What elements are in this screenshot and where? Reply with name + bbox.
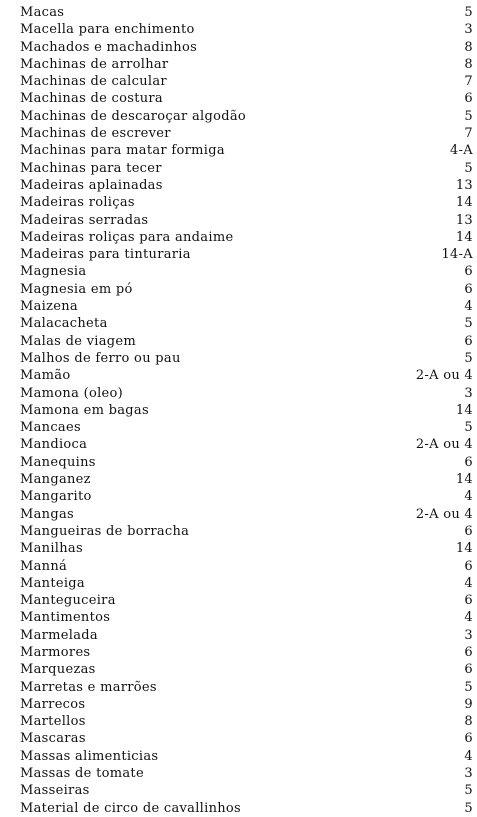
entry-reference: 14 xyxy=(455,402,473,418)
entry-reference: 5 xyxy=(464,160,473,176)
entry-term: Machados e machadinhos xyxy=(20,39,198,55)
index-entry xyxy=(20,333,473,350)
entry-term: Manteiga xyxy=(20,575,85,591)
entry-reference: 5 xyxy=(464,5,473,20)
index-entry xyxy=(20,246,473,263)
index-entry xyxy=(20,4,473,21)
index-entry xyxy=(20,488,473,505)
entry-reference: 5 xyxy=(464,420,473,436)
entry-term: Mandioca xyxy=(20,437,88,453)
entry-term: Magnesia xyxy=(20,264,87,280)
index-entry xyxy=(20,73,473,90)
entry-reference: 8 xyxy=(464,56,473,72)
entry-term: Malas de viagem xyxy=(20,333,137,349)
entry-term: Machinas de arrolhar xyxy=(20,56,169,72)
index-entry xyxy=(20,108,473,125)
entry-term: Madeiras aplainadas xyxy=(20,177,163,193)
entry-term: Madeiras serradas xyxy=(20,212,149,228)
index-entry xyxy=(20,315,473,332)
index-entry xyxy=(20,436,473,453)
index-entry xyxy=(20,419,473,436)
entry-term: Masseiras xyxy=(20,783,90,799)
entry-reference: 5 xyxy=(464,800,473,816)
entry-reference: 8 xyxy=(464,39,473,55)
index-entry xyxy=(20,540,473,557)
index-entry xyxy=(20,523,473,540)
entry-reference: 14 xyxy=(455,195,473,211)
entry-term: Macella para enchimento xyxy=(20,22,195,38)
entry-reference: 14 xyxy=(455,472,473,488)
entry-term: Magnesia em pó xyxy=(20,281,133,297)
entry-reference: 3 xyxy=(464,766,473,782)
index-entry xyxy=(20,696,473,713)
index-entry xyxy=(20,627,473,644)
entry-term: Machinas de calcular xyxy=(20,74,167,90)
entry-reference: 6 xyxy=(464,558,473,574)
entry-reference: 6 xyxy=(464,281,473,297)
index-entry xyxy=(20,609,473,626)
index-entry xyxy=(20,298,473,315)
entry-term: Mamona (oleo) xyxy=(20,385,124,401)
entry-term: Manteguceira xyxy=(20,593,116,609)
entry-reference: 14 xyxy=(455,541,473,557)
entry-reference: 5 xyxy=(464,316,473,332)
entry-reference: 2-A ou 4 xyxy=(415,368,473,384)
index-entry xyxy=(20,385,473,402)
entry-reference: 6 xyxy=(464,662,473,678)
entry-reference: 14 xyxy=(455,229,473,245)
entry-reference: 2-A ou 4 xyxy=(415,437,473,453)
entry-term: Martellos xyxy=(20,714,86,730)
index-list xyxy=(20,4,473,817)
entry-term: Mangas xyxy=(20,506,74,522)
entry-reference: 6 xyxy=(464,731,473,747)
entry-reference: 6 xyxy=(464,333,473,349)
index-entry xyxy=(20,402,473,419)
index-entry xyxy=(20,748,473,765)
entry-reference: 5 xyxy=(464,108,473,124)
entry-term: Marmores xyxy=(20,644,91,660)
entry-term: Mamona em bagas xyxy=(20,402,149,418)
entry-reference: 3 xyxy=(464,385,473,401)
index-entry xyxy=(20,229,473,246)
index-entry xyxy=(20,800,473,817)
entry-reference: 3 xyxy=(464,627,473,643)
entry-term: Mamão xyxy=(20,368,71,384)
index-entry xyxy=(20,350,473,367)
entry-reference: 5 xyxy=(464,783,473,799)
entry-term: Madeiras roliças xyxy=(20,195,135,211)
index-entry xyxy=(20,194,473,211)
index-entry xyxy=(20,142,473,159)
entry-term: Malhos de ferro ou pau xyxy=(20,350,181,366)
index-entry xyxy=(20,644,473,661)
entry-term: Mangueiras de borracha xyxy=(20,523,190,539)
index-entry xyxy=(20,661,473,678)
index-entry xyxy=(20,782,473,799)
entry-term: Maizena xyxy=(20,299,78,315)
entry-term: Macas xyxy=(20,5,65,20)
index-entry xyxy=(20,506,473,523)
entry-term: Mancaes xyxy=(20,420,81,436)
entry-term: Manná xyxy=(20,558,68,574)
index-entry xyxy=(20,39,473,56)
entry-term: Manequins xyxy=(20,454,96,470)
entry-reference: 4 xyxy=(464,610,473,626)
entry-term: Madeiras roliças para andaime xyxy=(20,229,234,245)
index-entry xyxy=(20,367,473,384)
entry-reference: 6 xyxy=(464,264,473,280)
entry-term: Manganez xyxy=(20,472,91,488)
entry-term: Mangarito xyxy=(20,489,92,505)
entry-term: Machinas de costura xyxy=(20,91,163,107)
index-entry xyxy=(20,471,473,488)
entry-term: Machinas para tecer xyxy=(20,160,162,176)
index-entry xyxy=(20,558,473,575)
entry-reference: 5 xyxy=(464,350,473,366)
entry-term: Massas alimenticias xyxy=(20,748,159,764)
index-entry xyxy=(20,730,473,747)
entry-reference: 6 xyxy=(464,644,473,660)
entry-term: Manilhas xyxy=(20,541,83,557)
entry-reference: 2-A ou 4 xyxy=(415,506,473,522)
index-entry xyxy=(20,281,473,298)
index-entry xyxy=(20,56,473,73)
entry-term: Marmelada xyxy=(20,627,98,643)
entry-reference: 7 xyxy=(464,126,473,142)
entry-term: Marretas e marrões xyxy=(20,679,157,695)
entry-term: Mascaras xyxy=(20,731,86,747)
index-entry xyxy=(20,679,473,696)
index-entry xyxy=(20,177,473,194)
entry-term: Machinas para matar formiga xyxy=(20,143,225,159)
entry-reference: 4 xyxy=(464,489,473,505)
index-entry xyxy=(20,90,473,107)
entry-term: Malacacheta xyxy=(20,316,108,332)
entry-reference: 6 xyxy=(464,454,473,470)
entry-reference: 6 xyxy=(464,91,473,107)
index-entry xyxy=(20,212,473,229)
entry-reference: 9 xyxy=(464,696,473,712)
entry-term: Machinas de descaroçar algodão xyxy=(20,108,247,124)
index-entry xyxy=(20,454,473,471)
entry-reference: 6 xyxy=(464,523,473,539)
index-entry xyxy=(20,21,473,38)
entry-reference: 8 xyxy=(464,714,473,730)
index-entry xyxy=(20,592,473,609)
entry-term: Machinas de escrever xyxy=(20,126,171,142)
index-entry xyxy=(20,713,473,730)
entry-reference: 14-A xyxy=(441,247,473,263)
entry-term: Massas de tomate xyxy=(20,766,144,782)
entry-reference: 13 xyxy=(455,212,473,228)
entry-reference: 7 xyxy=(464,74,473,90)
index-entry xyxy=(20,160,473,177)
entry-reference: 13 xyxy=(455,177,473,193)
entry-reference: 3 xyxy=(464,22,473,38)
entry-reference: 4 xyxy=(464,748,473,764)
index-entry xyxy=(20,263,473,280)
entry-term: Mantimentos xyxy=(20,610,111,626)
entry-reference: 4-A xyxy=(450,143,473,159)
index-entry xyxy=(20,765,473,782)
entry-reference: 6 xyxy=(464,593,473,609)
index-entry xyxy=(20,125,473,142)
entry-term: Marquezas xyxy=(20,662,96,678)
entry-term: Madeiras para tinturaria xyxy=(20,247,191,263)
entry-reference: 5 xyxy=(464,679,473,695)
entry-term: Marrecos xyxy=(20,696,86,712)
entry-term: Material de circo de cavallinhos xyxy=(20,800,242,816)
index-entry xyxy=(20,575,473,592)
entry-reference: 4 xyxy=(464,575,473,591)
entry-reference: 4 xyxy=(464,299,473,315)
